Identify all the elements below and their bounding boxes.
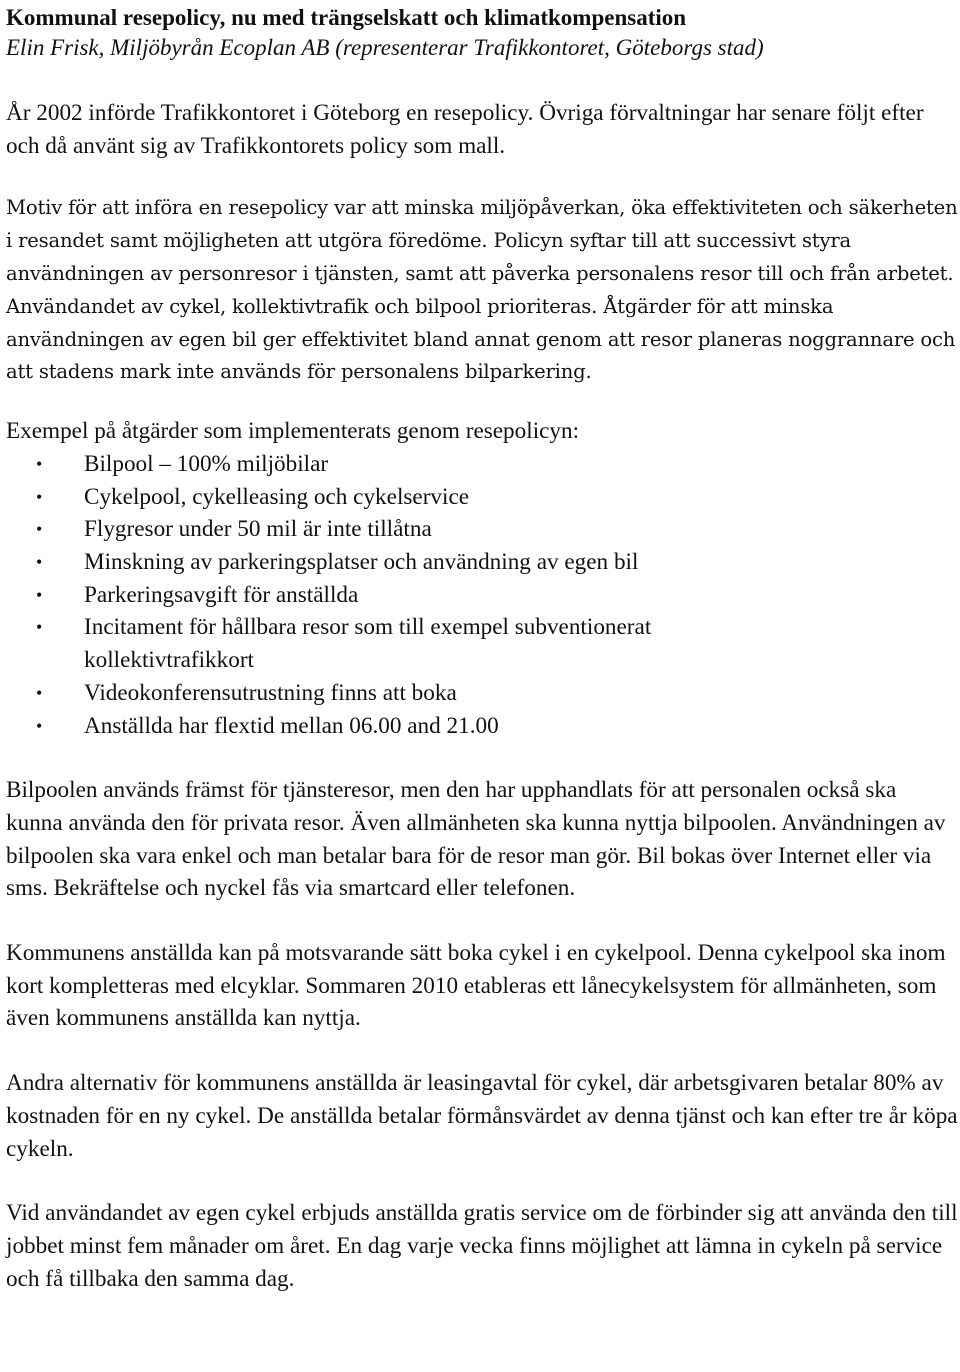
list-item bbox=[6, 677, 958, 710]
list-item-text: Videokonferensutrustning finns att boka bbox=[84, 679, 457, 706]
bullet-icon: • bbox=[36, 584, 43, 605]
leasing-paragraph: Andra alternativ för kommunens anställda är leasingavtal för cykel, där arbetsgivaren betalar 80% av kostnaden för en ny cykel. De anställda betalar förmånsvärdet av denna tjänst och kan efter tre år köpa cykeln. bbox=[6, 1070, 958, 1162]
list-item bbox=[6, 448, 958, 481]
motive-paragraph: Motiv för att införa en resepolicy var att minska miljöpåverkan, öka effektiviteten och säkerheten i resandet samt möjligheten att utgöra föredöme. Policyn syftar till att successivt styra användningen av personresor i tjänsten, samt att påverka personalens resor till och från arbetet. Användandet av cykel, kollektivtrafik och bilpool prioriteras. Åtgärder för att minska användningen av egen bil ger effektivitet bland annat genom att resor planeras noggrannare och att stadens mark inte används för personalens bilparkering. bbox=[6, 196, 958, 384]
bullet-icon: • bbox=[36, 519, 43, 540]
document-author: Elin Frisk, Miljöbyrån Ecoplan AB (representerar Trafikkontoret, Göteborgs stad) bbox=[6, 35, 764, 60]
list-item-text: Parkeringsavgift för anställda bbox=[84, 581, 359, 608]
list-item bbox=[6, 611, 958, 676]
list-item bbox=[6, 710, 958, 743]
list-item bbox=[6, 513, 958, 546]
document-title: Kommunal resepolicy, nu med trängselskatt och klimatkompensation bbox=[6, 5, 687, 30]
bullet-icon: • bbox=[36, 682, 43, 703]
list-item bbox=[6, 579, 958, 612]
bullet-icon: • bbox=[36, 617, 43, 638]
bullet-icon: • bbox=[36, 552, 43, 572]
list-item-text: Cykelpool, cykelleasing och cykelservice bbox=[84, 483, 470, 510]
cykelpool-paragraph: Kommunens anställda kan på motsvarande sätt boka cykel i en cykelpool. Denna cykelpool ska inom kort kompletteras med elcyklar. Sommaren 2010 etableras ett lånecykelsystem för allmänheten, som även kommunens anställda kan nyttja. bbox=[6, 940, 946, 1032]
list-item-text: Bilpool – 100% miljöbilar bbox=[84, 450, 329, 477]
list-item bbox=[6, 481, 958, 514]
bullet-icon: • bbox=[36, 486, 43, 507]
bilpool-paragraph: Bilpoolen används främst för tjänsteresor, men den har upphandlats för att personalen också ska kunna använda den för privata resor. Även allmänheten ska kunna nyttja bilpoolen. Användningen av bilpoolen ska vara enkel och man betalar bara för de resor man gör. Bil bokas över Internet eller via sms. Bekräftelse och nyckel fås via smartcard eller telefonen. bbox=[6, 777, 946, 902]
list-item-text: Incitament för hållbara resor som till exempel subventionerat kollektivtrafikkort bbox=[84, 614, 652, 674]
examples-list bbox=[6, 448, 958, 742]
examples-intro: Exempel på åtgärder som implementerats genom resepolicyn: bbox=[6, 418, 580, 445]
document-page bbox=[6, 0, 958, 1295]
list-item-text: Anställda har flextid mellan 06.00 and 21.00 bbox=[84, 712, 499, 739]
list-item-text: Minskning av parkeringsplatser och användning av egen bil bbox=[84, 549, 639, 575]
list-item bbox=[6, 546, 958, 579]
list-item-text: Flygresor under 50 mil är inte tillåtna bbox=[84, 516, 432, 543]
bullet-icon: • bbox=[36, 715, 43, 736]
intro-paragraph: År 2002 införde Trafikkontoret i Göteborg en resepolicy. Övriga förvaltningar har senare följt efter och då använt sig av Trafikkontorets policy som mall. bbox=[6, 100, 924, 159]
bullet-icon: • bbox=[36, 453, 43, 474]
service-paragraph: Vid användandet av egen cykel erbjuds anställda gratis service om de förbinder sig att använda den till jobbet minst fem månader om året. En dag varje vecka finns möjlighet att lämna in cykeln på service och få tillbaka den samma dag. bbox=[6, 1200, 958, 1292]
